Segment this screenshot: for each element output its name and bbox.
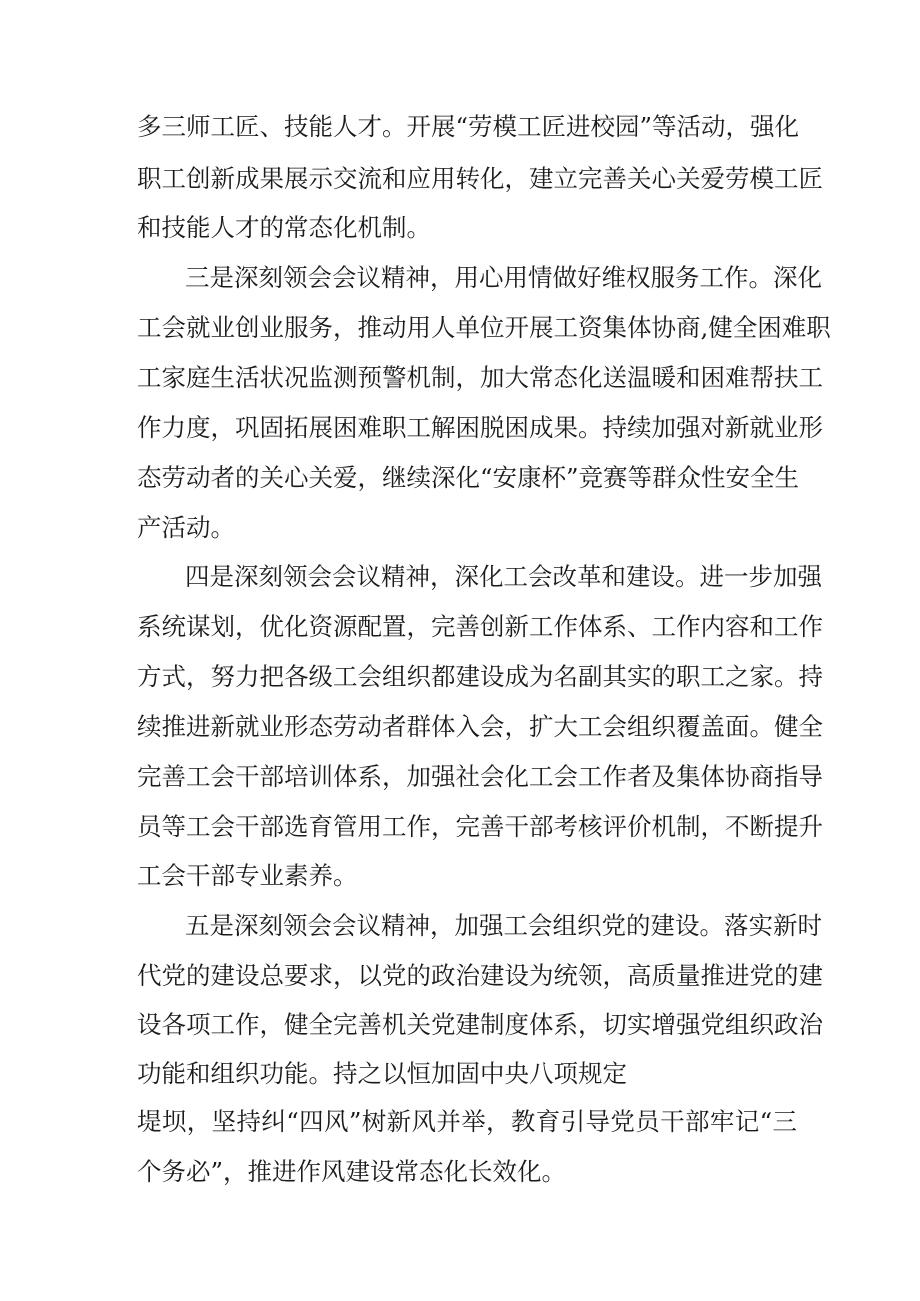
text-line: 方式，努力把各级工会组织都建设成为名副其实的职工之家。持 [137, 662, 823, 691]
text-line: 工会干部专业素养。 [137, 861, 358, 890]
text-line: 代党的建设总要求，以党的政治建设为统领，高质量推进党的建 [137, 961, 823, 990]
text-line: 产活动。 [137, 513, 235, 542]
text-line: 工家庭生活状况监测预警机制，加大常态化送温暖和困难帮扶工 [137, 363, 823, 392]
text-line: 职工创新成果展示交流和应用转化，建立完善关心关爱劳模工匠 [137, 164, 823, 193]
text-line: 员等工会干部选育管用工作，完善干部考核评价机制，不断提升 [137, 812, 823, 841]
text-line: 工会就业创业服务，推动用人单位开展工资集体协商,健全困难职 [137, 313, 831, 342]
paragraph-first-line: 五是深刻领会会议精神，加强工会组织党的建设。落实新时 [185, 911, 822, 940]
text-line: 堤坝，坚持纠“四风”树新风并举，教育引导党员干部牢记“三 [137, 1107, 797, 1136]
paragraph-first-line: 三是深刻领会会议精神，用心用情做好维权服务工作。深化 [185, 263, 822, 292]
text-line: 和技能人才的常态化机制。 [137, 213, 431, 242]
text-line: 功能和组织功能。持之以恒加固中央八项规定 [137, 1059, 627, 1088]
text-line: 设各项工作，健全完善机关党建制度体系，切实增强党组织政治 [137, 1010, 823, 1039]
text-line: 完善工会干部培训体系，加强社会化工会工作者及集体协商指导 [137, 762, 823, 791]
text-line: 多三师工匠、技能人才。开展“劳模工匠进校园”等活动，强化 [137, 112, 800, 141]
text-line: 态劳动者的关心关爱，继续深化“安康杯”竞赛等群众性安全生 [137, 463, 800, 492]
text-line: 个务必”，推进作风建设常态化长效化。 [137, 1157, 567, 1186]
text-line: 续推进新就业形态劳动者群体入会，扩大工会组织覆盖面。健全 [137, 712, 823, 741]
text-line: 系统谋划，优化资源配置，完善创新工作体系、工作内容和工作 [137, 612, 823, 641]
paragraph-first-line: 四是深刻领会会议精神，深化工会改革和建设。进一步加强 [185, 562, 822, 591]
text-line: 作力度，巩固拓展困难职工解困脱困成果。持续加强对新就业形 [137, 413, 823, 442]
